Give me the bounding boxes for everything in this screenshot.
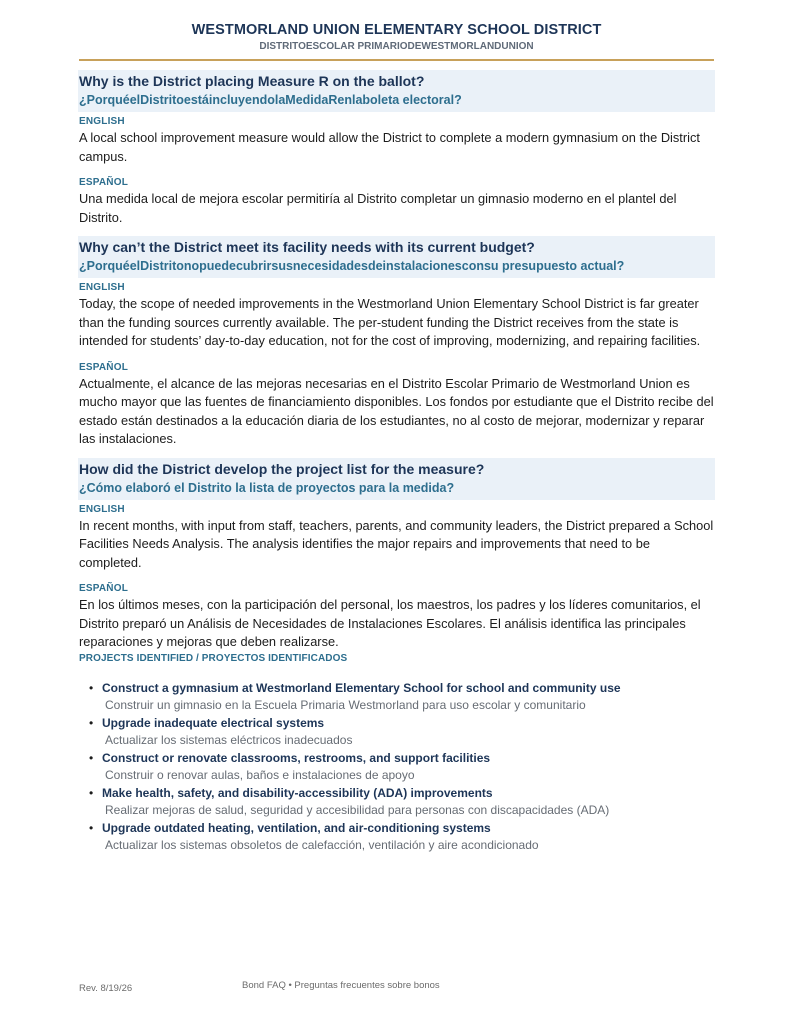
question-english: Why is the District placing Measure R on the ballot? [79, 73, 425, 89]
bullet-icon: • [89, 680, 94, 695]
answer-english: Today, the scope of needed improvements in the Westmorland Union Elementary School District is far greater than the funding sources currently available. The per-student funding the District receives from the state is intended for students’ day-to-day education, not for the cost of improving, modernizing, and repairing facilities. [79, 296, 701, 348]
question-spanish: ¿PorquéelDistritoestáincluyendolaMedidaRenlaboleta electoral? [79, 93, 462, 107]
question-english: How did the District develop the project list for the measure? [79, 460, 485, 477]
project-spanish: Actualizar los sistemas obsoletos de calefacción, ventilación y aire acondicionado [105, 837, 539, 852]
revision-date: Rev. 8/19/26 [79, 983, 133, 994]
document-page [79, 22, 714, 855]
project-english: Upgrade inadequate electrical systems [102, 715, 325, 730]
project-english: Make health, safety, and disability-accessibility (ADA) improvements [102, 785, 493, 800]
english-label: ENGLISH [79, 282, 125, 293]
bullet-icon: • [89, 750, 94, 765]
question-spanish: ¿PorquéelDistritonopuedecubrirsusnecesidadesdeinstalacionesconsu presupuesto actual? [79, 259, 625, 273]
list-item [79, 750, 714, 784]
project-english: Upgrade outdated heating, ventilation, and air-conditioning systems [102, 820, 491, 835]
english-label: ENGLISH [79, 116, 125, 127]
project-spanish: Construir un gimnasio en la Escuela Primaria Westmorland para uso escolar y comunitario [105, 697, 586, 712]
answer-english: In recent months, with input from staff, teachers, parents, and community leaders, the District prepared a School Facilities Needs Analysis. The analysis identifies the major repairs and improvements that need to be completed. [79, 517, 714, 570]
spanish-label: ESPAÑOL [79, 177, 128, 188]
bullet-icon: • [89, 715, 94, 730]
question-bar [78, 70, 715, 112]
list-item [79, 715, 714, 749]
project-english: Construct a gymnasium at Westmorland Elementary School for school and community use [102, 680, 621, 695]
project-spanish: Realizar mejoras de salud, seguridad y accesibilidad para personas con discapacidades (ADA) [105, 802, 610, 817]
project-spanish: Construir o renovar aulas, baños e instalaciones de apoyo [105, 767, 415, 782]
faq-section-budget [79, 236, 714, 449]
answer-spanish: En los últimos meses, con la participación del personal, los maestros, los padres y los líderes comunitarios, el Distrito preparó un Análisis de Necesidades de Instalaciones Escolares. El análisis identifica las principales reparaciones y mejoras que deben realizarse. [79, 597, 701, 649]
spanish-label: ESPAÑOL [79, 583, 128, 594]
list-item [79, 680, 714, 714]
answer-spanish: Actualmente, el alcance de las mejoras necesarias en el Distrito Escolar Primario de Westmorland Union es mucho mayor que las fuentes de financiamiento disponibles. Los fondos por estudiante que el Distrito recibe del estado están destinados a la educación diaria de los estudiantes, no al costo de mejorar, modernizar y reparar las instalaciones. [79, 375, 714, 446]
question-bar [78, 236, 715, 278]
bullet-icon: • [89, 785, 94, 800]
bullet-icon: • [89, 820, 94, 835]
projects-list [79, 680, 714, 854]
list-item [79, 820, 714, 854]
faq-section-project-list [79, 458, 714, 652]
faq-section-measure-r [79, 70, 714, 227]
question-spanish: ¿Cómo elaboró el Distrito la lista de proyectos para la medida? [79, 480, 455, 495]
document-header [79, 22, 714, 61]
district-title: WESTMORLAND UNION ELEMENTARY SCHOOL DISTRICT [191, 22, 602, 38]
district-subtitle: DISTRITOESCOLAR PRIMARIODEWESTMORLANDUNION [259, 41, 534, 52]
list-item [79, 785, 714, 819]
question-english: Why can’t the District meet its facility needs with its current budget? [79, 239, 535, 255]
project-english: Construct or renovate classrooms, restrooms, and support facilities [102, 750, 491, 765]
answer-english: A local school improvement measure would allow the District to complete a modern gymnasium on the District campus. [79, 130, 700, 164]
projects-heading: PROJECTS IDENTIFIED / PROYECTOS IDENTIFICADOS [79, 652, 348, 664]
spanish-label: ESPAÑOL [79, 361, 128, 373]
english-label: ENGLISH [79, 503, 125, 515]
project-spanish: Actualizar los sistemas eléctricos inadecuados [105, 732, 353, 747]
question-bar [78, 458, 715, 500]
footer-title: Bond FAQ • Preguntas frecuentes sobre bonos [242, 980, 440, 991]
answer-spanish: Una medida local de mejora escolar permitiría al Distrito completar un gimnasio moderno en el plantel del Distrito. [79, 191, 677, 225]
